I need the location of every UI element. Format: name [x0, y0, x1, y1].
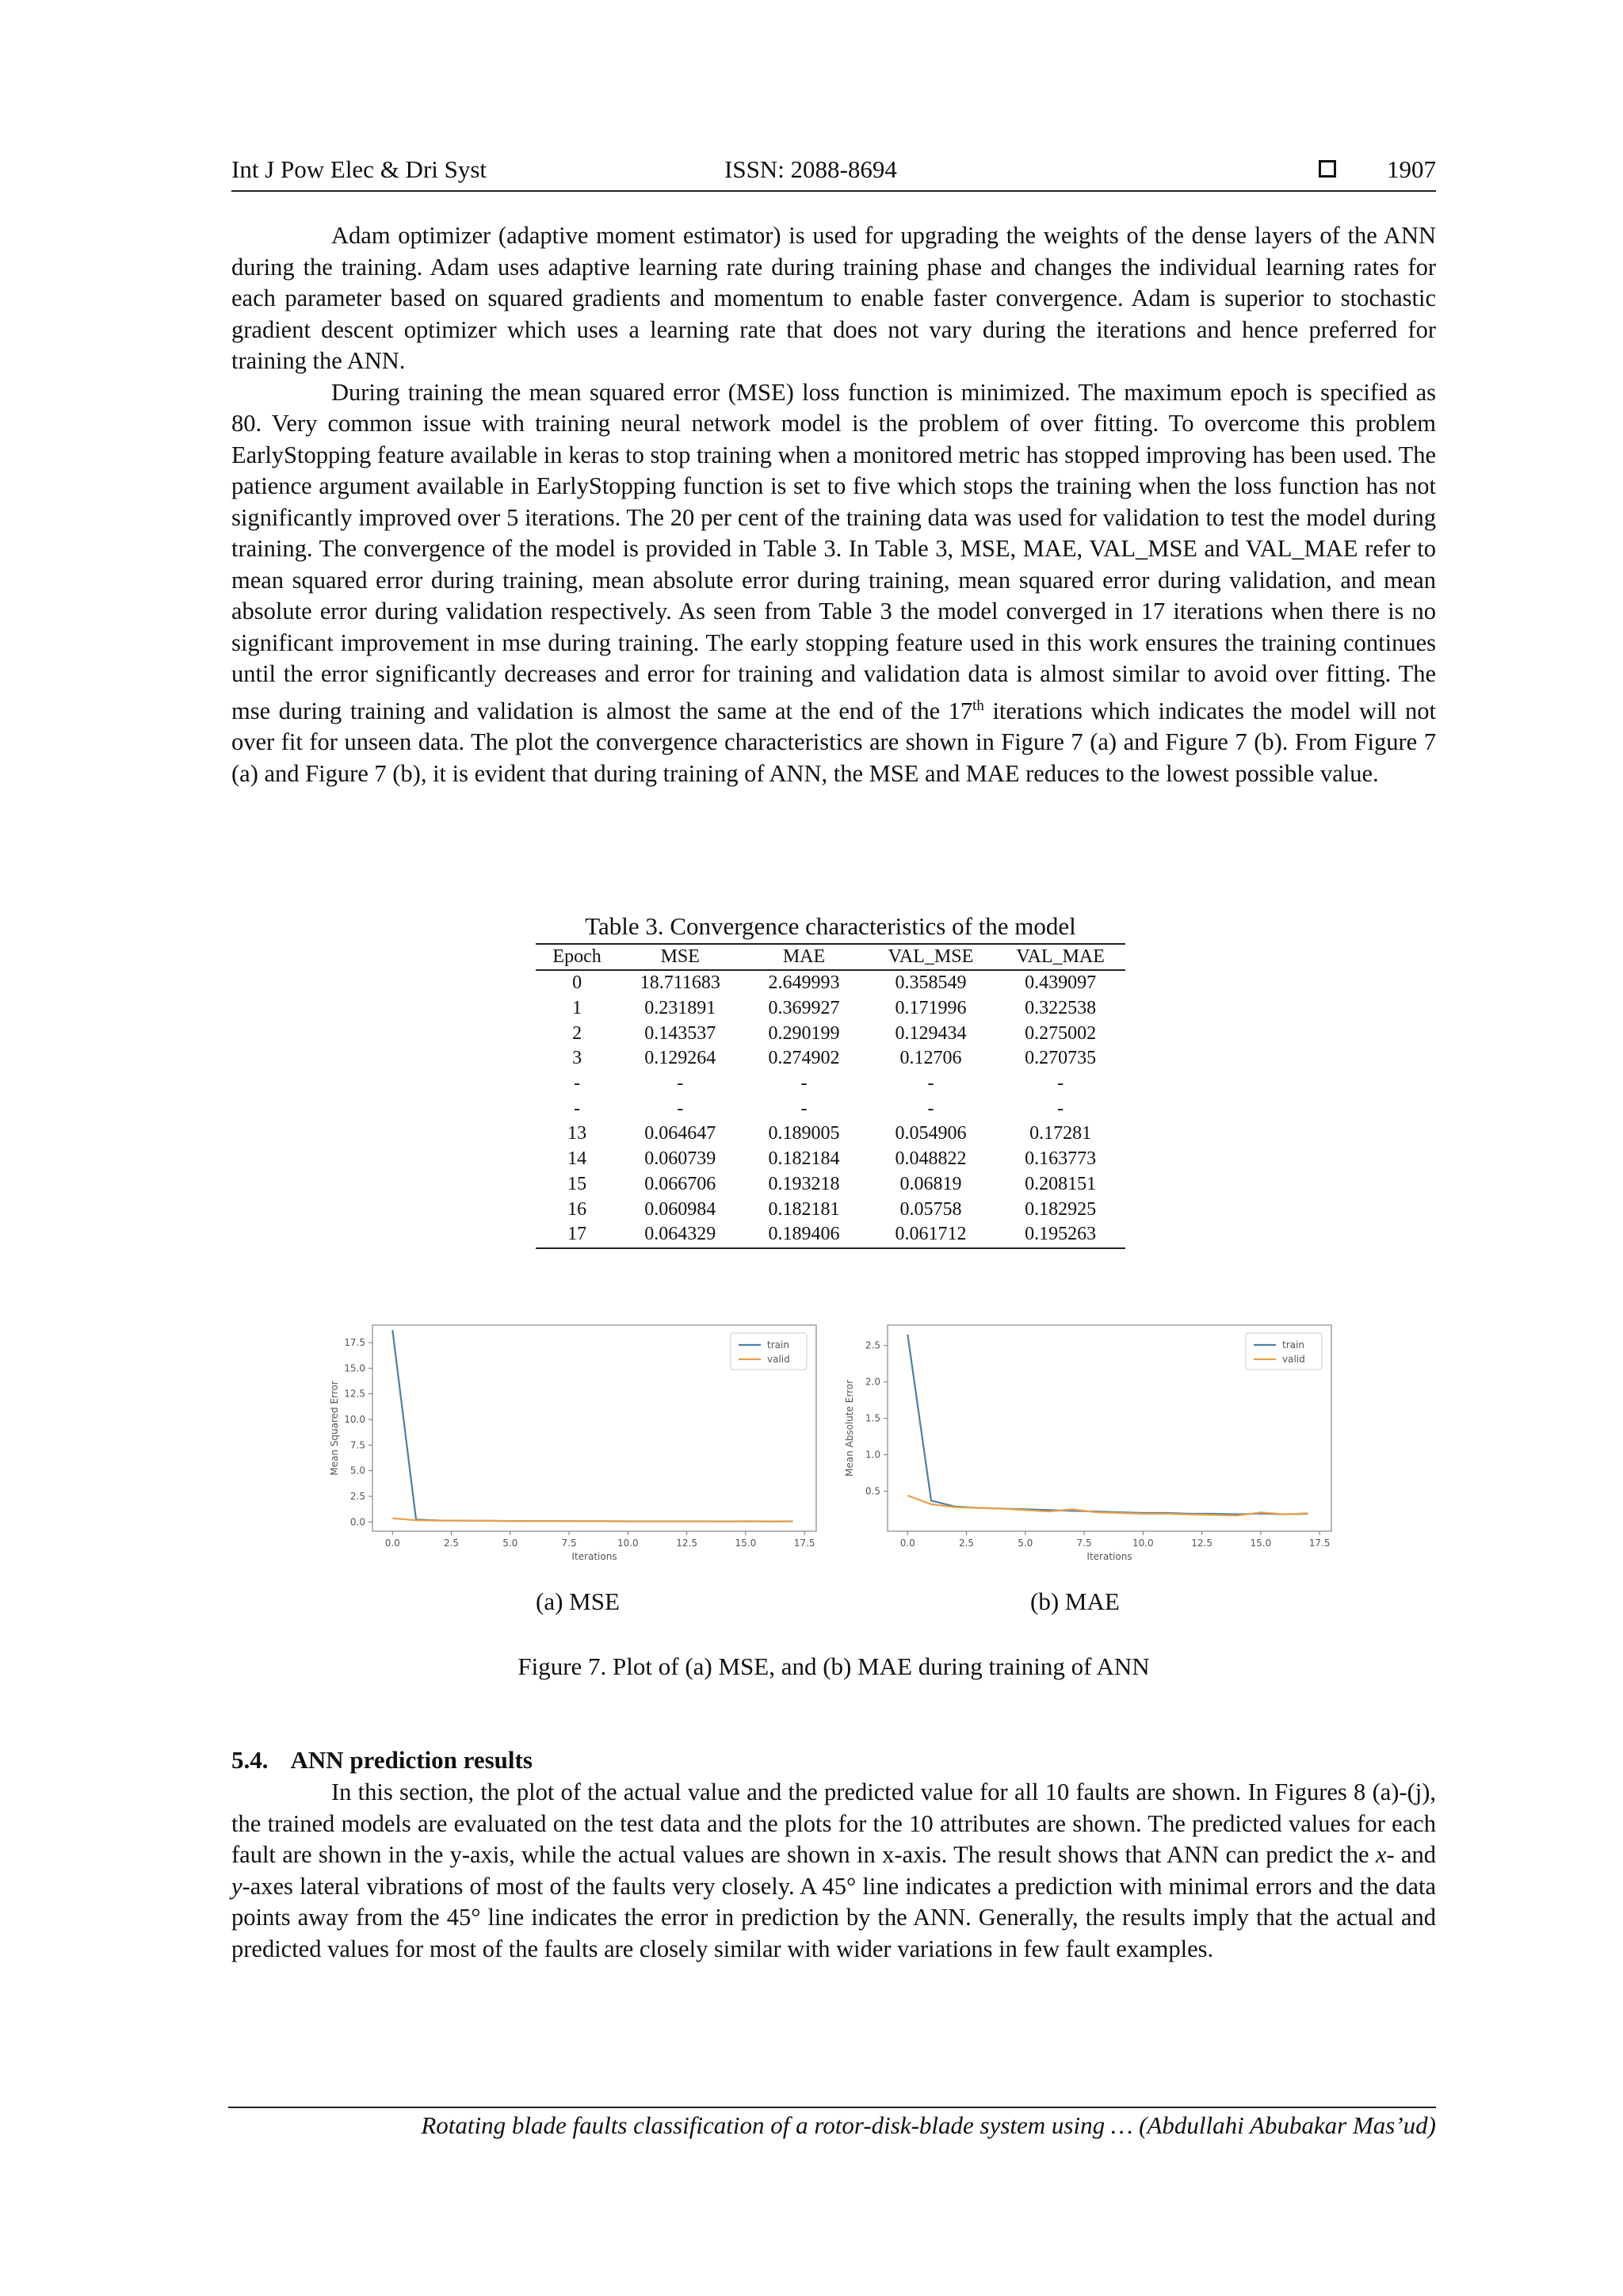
table-cell: 0.12706: [899, 1048, 962, 1069]
table-cell: 2.649993: [768, 972, 840, 994]
convergence-table: [536, 911, 1125, 1249]
paragraph-prediction: [231, 1777, 1436, 1965]
table-cell: 0.290199: [768, 1022, 840, 1044]
italic-x: x: [1375, 1841, 1387, 1868]
body-text-top: [231, 220, 1436, 789]
table-cell: -: [927, 1073, 934, 1095]
x-axis-label: Iterations: [1086, 1551, 1132, 1562]
table-header-row: [536, 944, 1125, 970]
table-cell: 0: [572, 972, 582, 994]
y-tick-label: 17.5: [344, 1336, 365, 1348]
body-text-bottom: [231, 1777, 1436, 1965]
mae-plot-svg: [832, 1308, 1339, 1577]
table-cell: -: [800, 1073, 808, 1095]
table-cell: 0.189005: [768, 1123, 840, 1144]
table-cell: 0.143537: [644, 1022, 716, 1044]
y-tick-label: 0.0: [349, 1516, 365, 1528]
y-tick-label: 12.5: [344, 1388, 365, 1400]
table-row: [536, 1222, 1125, 1248]
table-cell: 18.711683: [640, 972, 720, 994]
x-tick-label: 0.0: [899, 1538, 915, 1549]
table-cell: -: [574, 1098, 581, 1119]
paragraph-prediction-mid: - and: [1386, 1841, 1437, 1868]
table-cell: 0.163773: [1025, 1148, 1097, 1170]
table-cell: 0.129264: [644, 1048, 716, 1069]
issn: ISSN: 2088-8694: [724, 155, 897, 183]
x-tick-label: 15.0: [1250, 1538, 1272, 1549]
table-cell: 0.048822: [895, 1148, 967, 1170]
x-tick-label: 7.5: [1076, 1538, 1092, 1549]
table-cell: 0.05758: [899, 1198, 962, 1220]
x-tick-label: 7.5: [561, 1538, 577, 1549]
table-cell: 0.208151: [1025, 1173, 1097, 1194]
legend-label: valid: [1282, 1354, 1305, 1365]
table-cell: 0.060739: [644, 1148, 716, 1170]
table-row: [536, 1121, 1125, 1147]
table-caption: Table 3. Convergence characteristics of the model: [585, 912, 1076, 940]
table-cell: 0.189406: [768, 1224, 840, 1245]
column-header: Epoch: [536, 944, 618, 970]
table-cell: 0.17281: [1029, 1123, 1092, 1144]
section-number: 5.4.: [231, 1746, 269, 1774]
x-tick-label: 17.5: [793, 1538, 815, 1549]
paragraph-prediction-a: In this section, the plot of the actual value and the predicted value for all 10 faults are shown. In Figures 8 (a)-(j), the trained models are evaluated on the test data and the plots for the 10 attributes are shown. The predicted values for each fault are shown in the y-axis, while the actual values are shown in x-axis. The result shows that ANN can predict the: [231, 1778, 1436, 1868]
x-tick-label: 12.5: [676, 1538, 697, 1549]
legend-label: train: [1282, 1339, 1304, 1350]
x-tick-label: 5.0: [502, 1538, 518, 1549]
table-cell: 0.182925: [1025, 1198, 1097, 1220]
table-cell: 3: [572, 1048, 582, 1069]
table-row: [536, 970, 1125, 996]
table-row: [536, 996, 1125, 1022]
table-cell: 0.064329: [644, 1224, 716, 1245]
table-cell: -: [677, 1073, 684, 1095]
section-title: ANN prediction results: [290, 1746, 533, 1774]
y-tick-label: 7.5: [349, 1439, 365, 1451]
square-bullet-icon: [1319, 160, 1336, 178]
x-tick-label: 10.0: [1132, 1538, 1154, 1549]
table-cell: 0.182181: [768, 1198, 840, 1220]
table-cell: -: [927, 1098, 934, 1119]
mse-plot-svg: [317, 1308, 824, 1577]
paragraph-training: [231, 377, 1436, 790]
x-tick-label: 17.5: [1308, 1538, 1331, 1549]
table-cell: -: [1057, 1073, 1064, 1095]
x-tick-label: 5.0: [1018, 1538, 1033, 1549]
table-cell: 0.358549: [895, 972, 967, 994]
table-cell: 16: [567, 1198, 587, 1220]
column-header: MAE: [742, 944, 865, 970]
x-tick-label: 15.0: [735, 1538, 757, 1549]
section-heading: [231, 1746, 533, 1775]
table-cell: 15: [567, 1173, 587, 1194]
table-cell: 2: [572, 1022, 582, 1044]
table-cell: 13: [567, 1123, 587, 1144]
table-cell: 0.060984: [644, 1198, 716, 1220]
table-cell: 0.171996: [895, 998, 967, 1019]
legend-label: valid: [767, 1354, 790, 1365]
x-tick-label: 10.0: [617, 1538, 639, 1549]
page-number: 1907: [1387, 155, 1436, 183]
y-tick-label: 5.0: [349, 1465, 365, 1477]
table-row: [536, 1172, 1125, 1198]
table-cell: 0.054906: [895, 1123, 967, 1144]
running-footer: [228, 2107, 1436, 2140]
table-cell: 0.369927: [768, 998, 840, 1019]
paragraph-prediction-b: -axes lateral vibrations of most of the faults very closely. A 45° line indicates a prediction with minimal errors and the data points away from the 45° line indicates the error in prediction by the ANN. Generally, the results imply that the actual and predicted values for most of the faults are closely similar with wider variations in few fault examples.: [231, 1872, 1436, 1962]
y-tick-label: 15.0: [344, 1362, 365, 1374]
table-row: [536, 1197, 1125, 1222]
table-cell: 0.061712: [895, 1224, 967, 1245]
column-header: VAL_MAE: [995, 944, 1125, 970]
table-cell: -: [1057, 1098, 1064, 1119]
y-tick-label: 1.0: [865, 1449, 880, 1461]
table-cell: 0.182184: [768, 1148, 840, 1170]
footer-text: Rotating blade faults classification of a rotor-disk-blade system using … (Abdullahi Abubakar Mas’ud): [421, 2111, 1436, 2139]
table: [536, 943, 1125, 1249]
table-cell: -: [677, 1098, 684, 1119]
table-cell: 14: [567, 1148, 587, 1170]
subfigure-label-a: (a) MSE: [536, 1587, 620, 1615]
x-tick-label: 0.0: [384, 1538, 400, 1549]
table-cell: 0.231891: [644, 998, 716, 1019]
table-cell: 0.274902: [768, 1048, 840, 1069]
column-header: VAL_MSE: [866, 944, 996, 970]
table-cell: 17: [567, 1224, 587, 1245]
table-cell: 0.066706: [644, 1173, 716, 1194]
y-tick-label: 2.5: [865, 1339, 880, 1351]
table-row: [536, 1046, 1125, 1072]
paragraph-adam: Adam optimizer (adaptive moment estimator) is used for upgrading the weights of the dense layers of the ANN during the training. Adam uses adaptive learning rate during training phase and changes the individual learning rates for each parameter based on squared gradients and momentum to enable faster convergence. Adam is superior to stochastic gradient descent optimizer which uses a learning rate that does not vary during the iterations and hence preferred for training the ANN.: [231, 222, 1436, 374]
superscript-th: th: [972, 697, 984, 714]
y-tick-label: 2.5: [349, 1491, 365, 1503]
table-cell: 0.06819: [899, 1173, 962, 1194]
table-cell: 0.129434: [895, 1022, 967, 1044]
table-row: [536, 1021, 1125, 1046]
y-tick-label: 1.5: [865, 1412, 880, 1424]
figure-caption: Figure 7. Plot of (a) MSE, and (b) MAE during training of ANN: [517, 1652, 1150, 1680]
subfigure-label-b: (b) MAE: [1030, 1587, 1120, 1615]
y-tick-label: 2.0: [865, 1376, 880, 1388]
running-header: [231, 155, 1436, 192]
table-row: [536, 1072, 1125, 1097]
y-axis-label: Mean Absolute Error: [844, 1379, 855, 1477]
italic-y: y: [231, 1872, 242, 1900]
x-tick-label: 2.5: [443, 1538, 460, 1549]
x-tick-label: 12.5: [1191, 1538, 1212, 1549]
x-axis-label: Iterations: [571, 1551, 617, 1562]
table-cell: -: [574, 1073, 581, 1095]
table-row: [536, 1096, 1125, 1121]
table-cell: 0.322538: [1025, 998, 1097, 1019]
table-row: [536, 1147, 1125, 1172]
chart-mae: [832, 1308, 1339, 1577]
table-cell: 0.270735: [1025, 1048, 1097, 1069]
table-cell: 0.193218: [768, 1173, 840, 1194]
table-cell: 0.195263: [1025, 1224, 1097, 1245]
x-tick-label: 2.5: [958, 1538, 975, 1549]
table-cell: 0.275002: [1025, 1022, 1097, 1044]
chart-mse: [317, 1308, 824, 1577]
y-tick-label: 10.0: [344, 1414, 365, 1426]
journal-name: Int J Pow Elec & Dri Syst: [231, 155, 487, 183]
table-cell: 0.064647: [644, 1123, 716, 1144]
table-cell: 1: [572, 998, 582, 1019]
paragraph-training-a: During training the mean squared error (MSE) loss function is minimized. The maximum epoch is specified as 80. Very common issue with training neural network model is the problem of over fitting. To overcome this problem EarlyStopping feature available in keras to stop training when a monitored metric has stopped improving has been used. The patience argument available in EarlyStopping function is set to five which stops the training when the loss function has not significantly improved over 5 iterations. The 20 per cent of the training data was used for validation to test the model during training. The convergence of the model is provided in Table 3. In Table 3, MSE, MAE, VAL_MSE and VAL_MAE refer to mean squared error during training, mean absolute error during training, mean squared error during validation, and mean absolute error during validation respectively. As seen from Table 3 the model converged in 17 iterations when there is no significant improvement in mse during training. The early stopping feature used in this work ensures the training continues until the error significantly decreases and error for training and validation data is almost similar to avoid over fitting. The mse during training and validation is almost the same at the end of the 17: [231, 378, 1436, 724]
y-tick-label: 0.5: [865, 1485, 880, 1497]
column-header: MSE: [618, 944, 742, 970]
y-axis-label: Mean Squared Error: [329, 1381, 340, 1476]
table-cell: -: [800, 1098, 808, 1119]
paragraph-training-b: iterations which indicates the model will not over fit for unseen data. The plot the convergence characteristics are shown in Figure 7 (a) and Figure 7 (b). From Figure 7 (a) and Figure 7 (b), it is evident that during training of ANN, the MSE and MAE reduces to the lowest possible value.: [231, 697, 1436, 787]
table-cell: 0.439097: [1025, 972, 1097, 994]
legend-label: train: [767, 1339, 789, 1350]
